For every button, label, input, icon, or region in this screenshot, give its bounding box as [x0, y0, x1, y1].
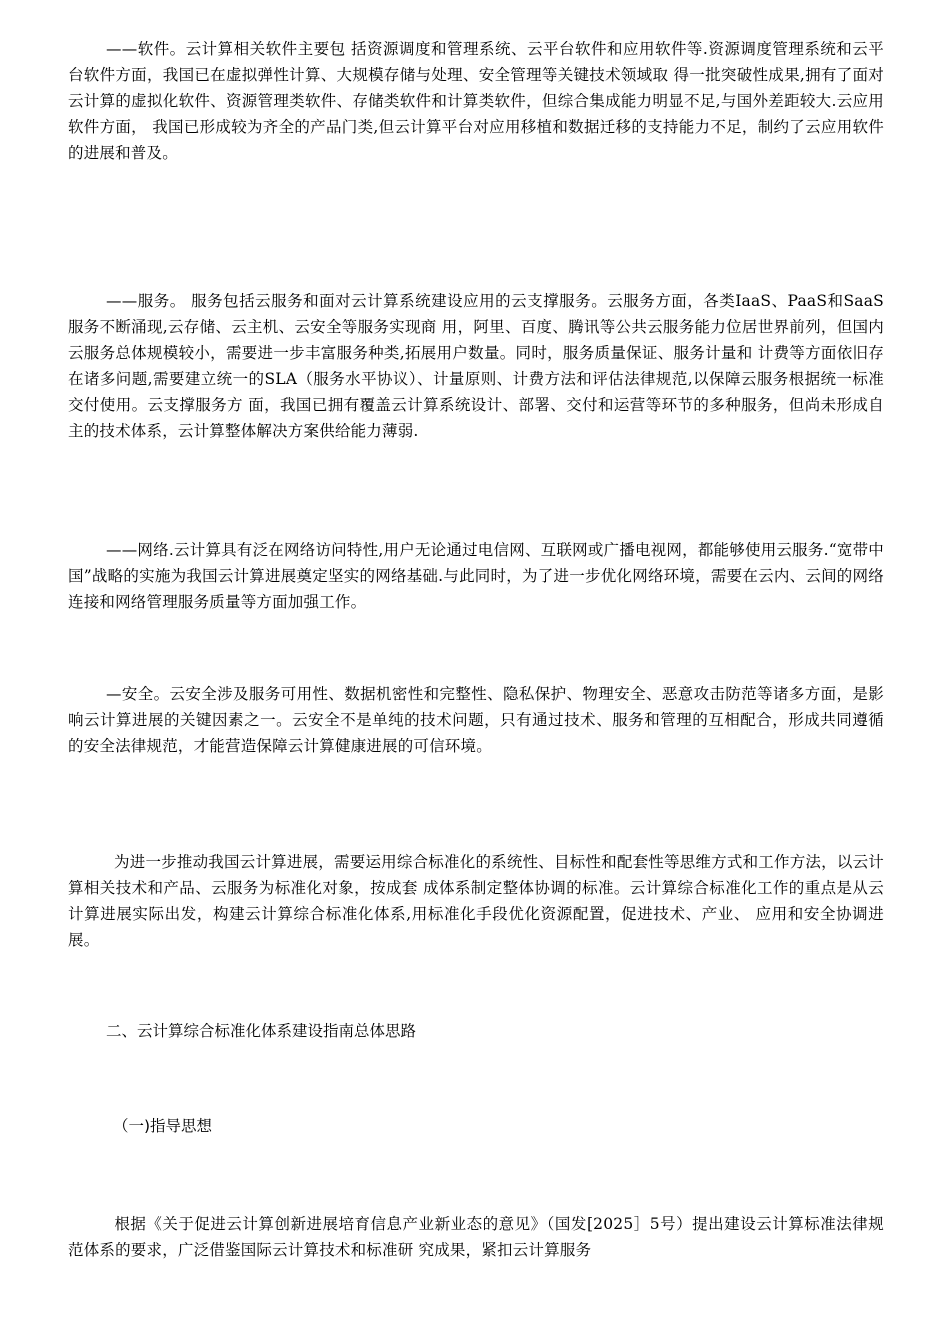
subsection-heading: （一)指导思想 — [113, 1117, 213, 1135]
closing-text: 根据《关于促进云计算创新进展培育信息产业新业态的意见》（国发[2025］5号）提出建设云计算标准法律规范体系的要求，广泛借鉴国际云计算技术和标准研 究成果，紧扣云计算服务 — [68, 1215, 884, 1259]
software-text: 云计算相关软件主要包 括资源调度和管理系统、云平台软件和应用软件等.资源调度管理系统和云平台软件方面，我国已在虚拟弹性计算、大规模存储与处理、安全管理等关键技术领域取 得一批突破性成果,拥有了面对云计算的虚拟化软件、资源管理类软件、存储类软件和计算类软件，但综合集成能力明显不足,与国外差距较大.云应用软件方面， 我国已形成较为齐全的产品门类,但云计算平台对应用移植和数据迁移的支持能力不足，制约了云应用软件的进展和普及。 — [68, 40, 884, 162]
security-label: —安全。 — [106, 685, 170, 703]
section-heading: 二、云计算综合标准化体系建设指南总体思路 — [106, 1022, 417, 1040]
paragraph-service — [68, 288, 884, 444]
paragraph-security — [68, 681, 884, 759]
service-text: 服务包括云服务和面对云计算系统建设应用的云支撑服务。云服务方面，各类IaaS、PaaS和SaaS服务不断涌现,云存储、云主机、云安全等服务实现商 用，阿里、百度、腾讯等公共云服务能力位居世界前列，但国内云服务总体规模较小，需要进一步丰富服务种类,拓展用户数量。同时，服务质量保证、服务计量和 计费等方面依旧存在诸多问题,需要建立统一的SLA（服务水平协议）、计量原则、计费方法和评估法律规范,以保障云服务根据统一标准交付使用。云支撑服务方 面，我国已拥有覆盖云计算系统设计、部署、交付和运营等环节的多种服务，但尚未形成自主的技术体系，云计算整体解决方案供给能力薄弱. — [68, 292, 884, 440]
paragraph-network — [68, 537, 884, 615]
network-text: 云计算具有泛在网络访问特性,用户无论通过电信网、互联网或广播电视网，都能够使用云服务.“宽带中国”战略的实施为我国云计算进展奠定坚实的网络基础.与此同时，为了进一步优化网络环境，需要在云内、云间的网络连接和网络管理服务质量等方面加强工作。 — [68, 541, 884, 611]
software-label: ——软件。 — [106, 40, 186, 58]
paragraph-standardization — [68, 849, 884, 953]
service-label: ——服务。 — [106, 292, 186, 310]
paragraph-software — [68, 36, 884, 166]
security-text: 云安全涉及服务可用性、数据机密性和完整性、隐私保护、物理安全、恶意攻击防范等诸多方面，是影响云计算进展的关键因素之一。云安全不是单纯的技术问题，只有通过技术、服务和管理的互相配合，形成共同遵循的安全法律规范，才能营造保障云计算健康进展的可信环境。 — [68, 685, 884, 755]
standardization-text: 为进一步推动我国云计算进展，需要运用综合标准化的系统性、目标性和配套性等思维方式和工作方法，以云计算相关技术和产品、云服务为标准化对象，按成套 成体系制定整体协调的标准。云计算综合标准化工作的重点是从云计算进展实际出发，构建云计算综合标准化体系,用标准化手段优化资源配置，促进技术、产业、 应用和安全协调进展。 — [68, 853, 884, 949]
network-label: ——网络. — [106, 541, 174, 559]
paragraph-closing — [68, 1211, 884, 1263]
